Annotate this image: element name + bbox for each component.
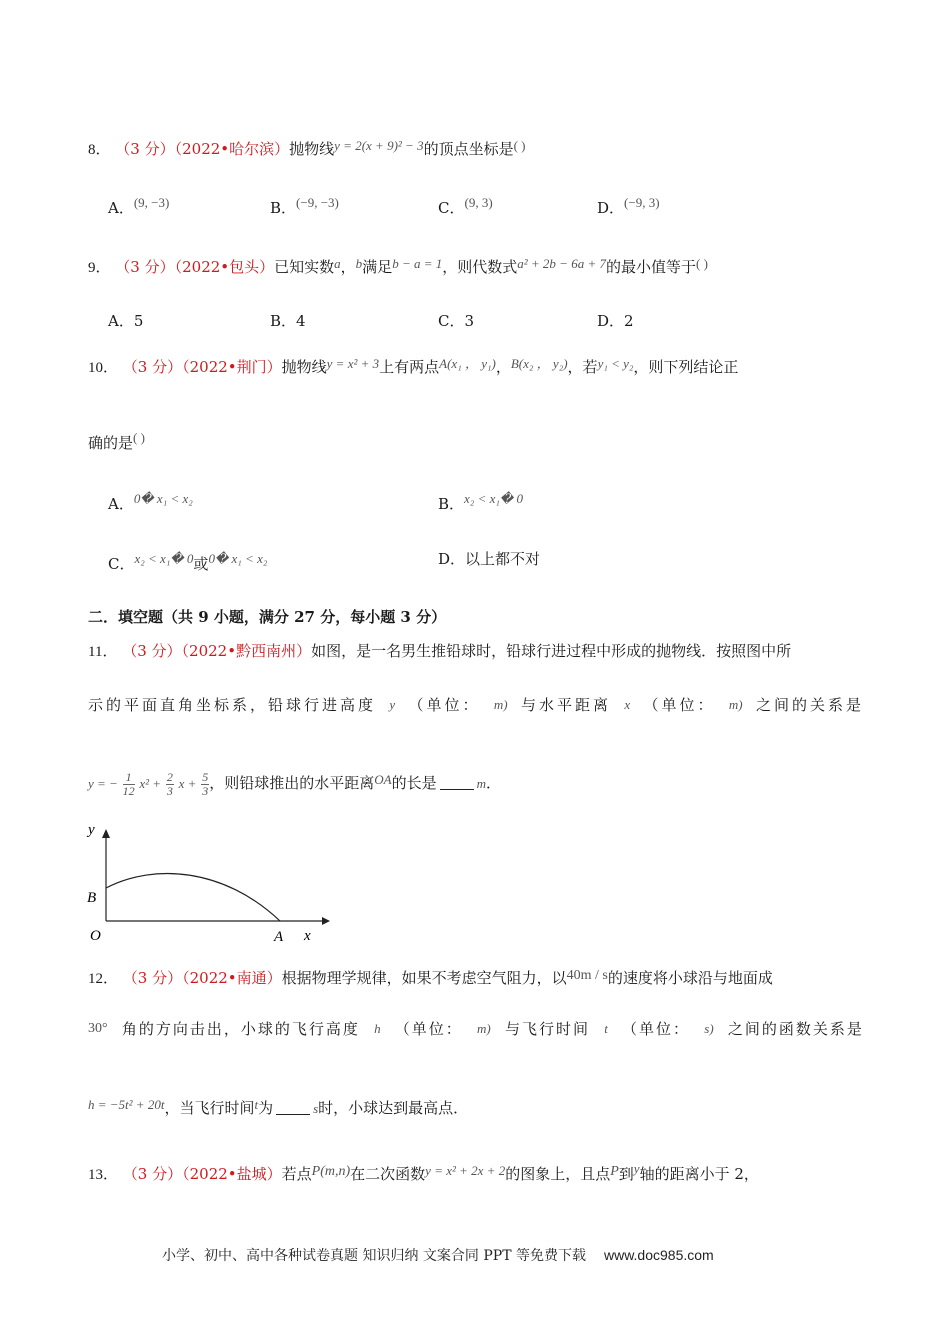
stem-text: 之间的函数关系是 xyxy=(727,1020,864,1038)
answer-paren: ( ) xyxy=(513,138,526,153)
x-axis-arrow xyxy=(322,917,330,925)
answer-blank[interactable] xyxy=(276,1100,310,1115)
variable: y xyxy=(389,697,396,712)
option-label: B． xyxy=(270,199,297,217)
option-value: (9, −3) xyxy=(133,195,170,210)
option-value: x₂ < x₁� 0 xyxy=(464,491,523,506)
formula: y = x² + 2x + 2 xyxy=(425,1163,506,1178)
unit: s) xyxy=(704,1021,714,1036)
stem-text: ， xyxy=(495,358,511,376)
question-9-stem xyxy=(88,254,708,278)
option-label: B． xyxy=(270,312,297,330)
stem-text: 轴的距离小于 2， xyxy=(639,1165,759,1183)
option-value: 2 xyxy=(624,312,634,330)
stem-text: 抛物线 xyxy=(289,140,335,158)
unit: m) xyxy=(493,697,508,712)
score-label: （3 分） xyxy=(122,358,183,376)
variable: t xyxy=(254,1097,259,1112)
q10-option-c xyxy=(108,549,267,574)
stem-text: 根据物理学规律，如果不考虑空气阻力，以 xyxy=(281,969,567,987)
variable: y xyxy=(633,1161,640,1176)
stem-text: 与水平距离 xyxy=(520,696,611,714)
parabola-curve xyxy=(106,873,280,921)
stem-text: ，当飞行时间 xyxy=(164,1099,255,1117)
stem-text: 已知实数 xyxy=(274,258,335,276)
formula: a² + 2b − 6a + 7 xyxy=(517,256,606,271)
stem-text: 角的方向击出，小球的飞行高度 xyxy=(121,1020,360,1038)
fraction-denominator: 3 xyxy=(202,783,209,798)
answer-paren: ( ) xyxy=(695,256,708,271)
label-y: y xyxy=(88,822,95,838)
angle-value: 30° xyxy=(88,1021,108,1036)
formula: h = −5t² + 20t xyxy=(88,1097,165,1112)
stem-text: ，则铅球推出的水平距离 xyxy=(209,774,375,792)
option-value: x₂ < x₁� 0 xyxy=(134,551,194,566)
question-8-stem xyxy=(88,136,526,160)
q9-option-c xyxy=(438,311,474,331)
question-number: 13． xyxy=(88,1167,119,1183)
unit: m xyxy=(476,776,486,791)
formula: y₁ < y₂ xyxy=(597,356,634,371)
question-11-line2 xyxy=(88,695,864,715)
point-p: P(m,n) xyxy=(311,1164,351,1179)
q8-option-a xyxy=(108,193,169,218)
stem-text: 如图，是一名男生推铅球时，铅球行进过程中形成的抛物线．按照图中所 xyxy=(311,642,792,660)
stem-text: （单位： xyxy=(408,696,481,714)
source-label: （2022•哈尔滨） xyxy=(174,140,290,158)
option-label: B． xyxy=(438,495,465,513)
q10-option-a xyxy=(108,489,193,514)
question-12-line3 xyxy=(88,1095,468,1119)
score-label: （3 分） xyxy=(122,642,182,660)
variable: b xyxy=(355,256,363,271)
q8-option-c xyxy=(438,193,493,218)
option-label: D． xyxy=(597,199,625,217)
question-number: 9． xyxy=(88,260,111,276)
formula: y = − xyxy=(88,776,118,791)
stem-text: 的最小值等于 xyxy=(605,258,696,276)
option-value: (−9, 3) xyxy=(624,195,660,210)
stem-text: （单位： xyxy=(643,696,716,714)
option-value: 3 xyxy=(464,312,475,330)
stem-text: 在二次函数 xyxy=(350,1165,426,1183)
shotput-figure xyxy=(84,818,334,948)
footer-link[interactable]: www.doc985.com xyxy=(603,1247,714,1263)
q9-option-a xyxy=(108,311,143,331)
source-label: （2022•荆门） xyxy=(182,358,282,376)
stem-text: ，则下列结论正 xyxy=(633,358,739,376)
stem-text: 到 xyxy=(618,1165,634,1183)
q9-option-b xyxy=(270,311,306,331)
stem-text: 满足 xyxy=(362,258,393,276)
stem-text: 之间的关系是 xyxy=(755,696,864,714)
stem-text: 上有两点 xyxy=(379,358,440,376)
score-label: （3 分） xyxy=(115,258,175,276)
stem-text: ，则代数式 xyxy=(442,258,518,276)
label-b: B xyxy=(87,890,97,906)
option-label: A． xyxy=(108,312,134,330)
option-label: D． xyxy=(597,312,625,330)
source-label: （2022•南通） xyxy=(182,969,282,987)
option-label: A． xyxy=(108,199,134,217)
footer-text: 小学、初中、高中各种试卷真题 知识归纳 文案合同 PPT 等免费下载 xyxy=(162,1248,586,1264)
question-12-stem xyxy=(88,966,773,989)
question-11-line3 xyxy=(88,770,501,798)
formula: x + xyxy=(178,776,197,791)
option-value: 0� x₁ < x₂ xyxy=(208,551,268,566)
stem-text: 的速度将小球沿与地面成 xyxy=(607,969,773,987)
y-axis-arrow xyxy=(102,829,110,838)
stem-text: ． xyxy=(486,774,502,792)
source-label: （2022•黔西南州） xyxy=(181,642,312,660)
stem-text: 为 xyxy=(258,1099,274,1117)
option-value: (9, 3) xyxy=(464,195,493,210)
stem-text: 的长是 xyxy=(391,774,437,792)
score-label: （3 分） xyxy=(122,969,183,987)
question-10-line2 xyxy=(88,428,145,453)
option-label: D． xyxy=(438,550,466,568)
score-label: （3 分） xyxy=(115,140,175,158)
section-title: 二．填空题（共 9 小题，满分 27 分，每小题 3 分） xyxy=(88,608,447,626)
label-o: O xyxy=(90,928,101,944)
segment: OA xyxy=(374,772,392,787)
stem-text: （单位： xyxy=(622,1020,691,1038)
source-label: （2022•盐城） xyxy=(182,1165,282,1183)
option-label: A． xyxy=(108,495,134,513)
stem-text: 的顶点坐标是 xyxy=(423,140,514,158)
stem-text: ， xyxy=(340,258,356,276)
formula: y = x² + 3 xyxy=(326,356,380,371)
label-x: x xyxy=(304,928,311,944)
answer-blank[interactable] xyxy=(440,775,474,790)
q10-option-d xyxy=(438,549,540,569)
question-12-line2 xyxy=(88,1019,864,1039)
stem-text: ，若 xyxy=(567,358,598,376)
speed-value: 40m / s xyxy=(566,968,608,983)
variable: t xyxy=(604,1021,608,1036)
question-number: 8． xyxy=(88,142,111,158)
question-10-stem xyxy=(88,354,738,378)
variable: x xyxy=(624,697,631,712)
stem-text: 示的平面直角坐标系，铅球行进高度 xyxy=(88,696,377,714)
option-value: 0� x₁ < x₂ xyxy=(133,491,193,506)
stem-text: 的图象上，且点 xyxy=(505,1165,611,1183)
fraction xyxy=(166,771,174,798)
stem-text: 若点 xyxy=(281,1165,312,1183)
fraction-denominator: 12 xyxy=(122,783,135,798)
fraction xyxy=(123,771,135,798)
option-label: C． xyxy=(108,555,135,573)
fraction-denominator: 3 xyxy=(166,783,173,798)
fraction-numerator: 1 xyxy=(123,771,135,785)
option-or: 或 xyxy=(193,555,209,573)
label-a: A xyxy=(274,929,284,945)
option-value: 4 xyxy=(296,312,306,330)
score-label: （3 分） xyxy=(122,1165,183,1183)
fraction-numerator: 5 xyxy=(202,769,209,784)
q10-option-b xyxy=(438,489,523,514)
question-13-stem xyxy=(88,1159,759,1185)
option-value: 以上都不对 xyxy=(465,550,541,568)
question-number: 10． xyxy=(88,360,119,376)
formula: b − a = 1 xyxy=(392,256,443,271)
variable: P xyxy=(610,1164,619,1179)
option-label: C． xyxy=(438,312,465,330)
page-footer xyxy=(162,1245,714,1265)
question-number: 12． xyxy=(88,971,119,987)
stem-text: 抛物线 xyxy=(281,358,327,376)
unit: m) xyxy=(477,1021,491,1036)
q9-option-d xyxy=(597,311,634,331)
variable: h xyxy=(374,1021,381,1036)
formula: y = 2(x + 9)² − 3 xyxy=(334,138,424,153)
option-value: 5 xyxy=(133,312,144,330)
fraction-numerator: 2 xyxy=(166,769,173,784)
point-b: B(x₂ ， y₂) xyxy=(510,356,568,371)
variable: a xyxy=(334,256,341,271)
option-label: C． xyxy=(438,199,465,217)
unit: m) xyxy=(728,697,743,712)
question-number: 11． xyxy=(88,644,118,660)
point-a: A(x₁ ， y₁) xyxy=(439,356,496,371)
source-label: （2022•包头） xyxy=(174,258,275,276)
option-value: (−9, −3) xyxy=(296,195,339,210)
answer-paren: ( ) xyxy=(133,430,145,445)
stem-text: 与飞行时间 xyxy=(504,1020,590,1038)
question-11-stem xyxy=(88,641,791,662)
stem-text: 时，小球达到最高点． xyxy=(318,1099,469,1117)
formula: x² + xyxy=(139,776,162,791)
stem-text: （单位： xyxy=(394,1020,463,1038)
q8-option-d xyxy=(597,193,660,218)
stem-text: 确的是 xyxy=(88,434,134,452)
q8-option-b xyxy=(270,193,339,218)
unit: s xyxy=(313,1101,319,1116)
